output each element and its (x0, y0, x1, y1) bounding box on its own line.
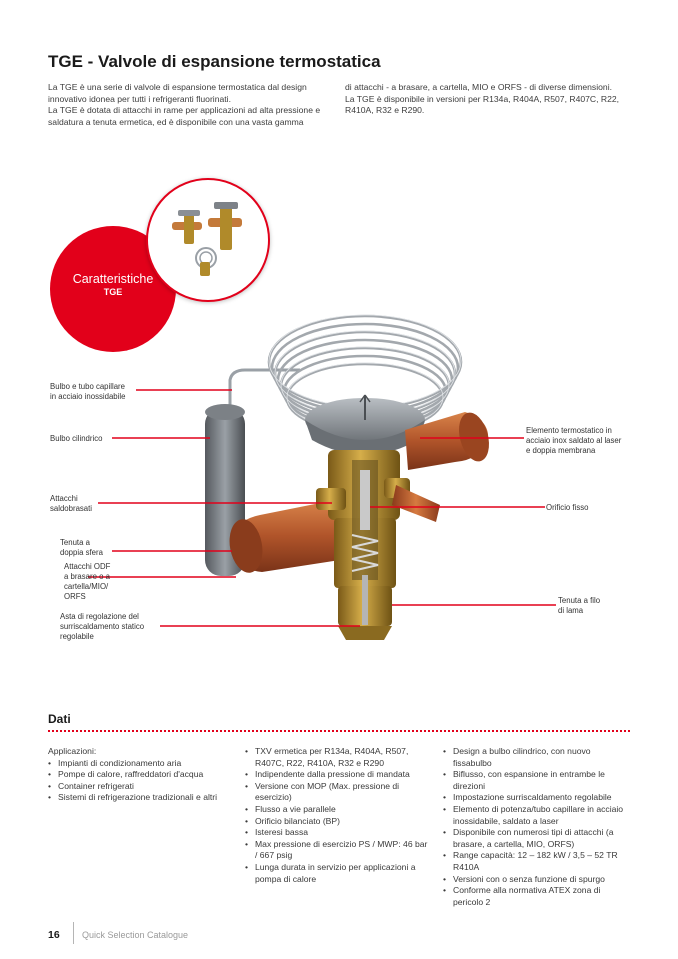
list-item: • Design a bulbo cilindrico, con nuovo fissabulbo (443, 746, 628, 769)
list-item: • Disponibile con numerosi tipi di attacchi (a brasare, a cartella, MIO, ORFS) (443, 827, 628, 850)
page-title: TGE - Valvole di espansione termostatica (48, 52, 381, 71)
intro-paragraph: La TGE è dotata di attacchi in rame per applicazioni ad alta pressione e saldatura a tenuta ermetica, ed è disponibile con una vasta gamma (48, 105, 321, 127)
catalogue-name: Quick Selection Catalogue (82, 930, 189, 940)
dati-column-3 (443, 746, 628, 908)
callout-attacchi-odf: Attacchi ODF a brasare o a cartella/MIO/ ORFS (64, 562, 111, 601)
callout-orificio-fisso: Orificio fisso (546, 503, 589, 512)
dati-column-2 (245, 746, 430, 885)
callout-tenuta-filo-lama: Tenuta a filo di lama (558, 596, 601, 615)
list-item: • Conforme alla normativa ATEX zona di pericolo 2 (443, 885, 628, 908)
list-item: • Pompe di calore, raffreddatori d'acqua (48, 769, 233, 781)
intro-paragraph: La TGE è una serie di valvole di espansione termostatica dal design innovativo idonea per tutti i refrigeranti fluorinati. (48, 82, 307, 104)
list-item: • TXV ermetica per R134a, R404A, R507, R407C, R22, R410A, R32 e R290 (245, 746, 430, 769)
list-item: • Container refrigerati (48, 781, 233, 793)
list-item: • Orificio bilanciato (BP) (245, 816, 430, 828)
list-item: • Impostazione surriscaldamento regolabile (443, 792, 628, 804)
callout-bulbo-tubo: Bulbo e tubo capillare in acciaio inossidabile (50, 382, 126, 401)
callout-attacchi-saldobrasati: Attacchi saldobrasati (50, 494, 93, 513)
callout-bulbo-cilindrico: Bulbo cilindrico (50, 434, 103, 443)
list-item: • Versioni con o senza funzione di spurgo (443, 874, 628, 886)
list-item: • Range capacità: 12 – 182 kW / 3,5 – 52 TR R410A (443, 850, 628, 873)
callout-tenuta-doppia-sfera: Tenuta a doppia sfera (60, 538, 103, 557)
dotted-divider (48, 730, 630, 732)
list-item: • Indipendente dalla pressione di mandata (245, 769, 430, 781)
list-item: • Isteresi bassa (245, 827, 430, 839)
page-number: 16 (48, 929, 60, 941)
list-item: • Versione con MOP (Max. pressione di esercizio) (245, 781, 430, 804)
list-item: • Biflusso, con espansione in entrambe le direzioni (443, 769, 628, 792)
list-item: • Max pressione di esercizio PS / MWP: 46 bar / 667 psig (245, 839, 430, 862)
callout-asta-regolazione: Asta di regolazione del surriscaldamento statico regolabile (60, 612, 145, 641)
callout-elemento-termostatico: Elemento termostatico in acciaio inox saldato al laser e doppia membrana (526, 426, 622, 455)
list-item: • Impianti di condizionamento aria (48, 758, 233, 770)
applications-heading: Applicazioni: (48, 746, 97, 756)
intro-paragraph: La TGE è disponibile in versioni per R134a, R404A, R507, R407C, R22, R410A, R32 e R290. (345, 93, 620, 116)
features-product: TGE (103, 287, 123, 297)
footer-divider (73, 922, 74, 944)
features-label: Caratteristiche (72, 272, 154, 286)
list-item: • Flusso a vie parallele (245, 804, 430, 816)
list-item: • Lunga durata in servizio per applicazioni a pompa di calore (245, 862, 430, 885)
dati-column-1 (48, 746, 233, 804)
list-item: • Elemento di potenza/tubo capillare in acciaio inossidabile, saldato a laser (443, 804, 628, 827)
intro-paragraph: di attacchi - a brasare, a cartella, MIO e ORFS - di diverse dimensioni. (345, 82, 612, 92)
section-title-dati: Dati (48, 712, 71, 726)
list-item: • Sistemi di refrigerazione tradizionali e altri (48, 792, 233, 804)
